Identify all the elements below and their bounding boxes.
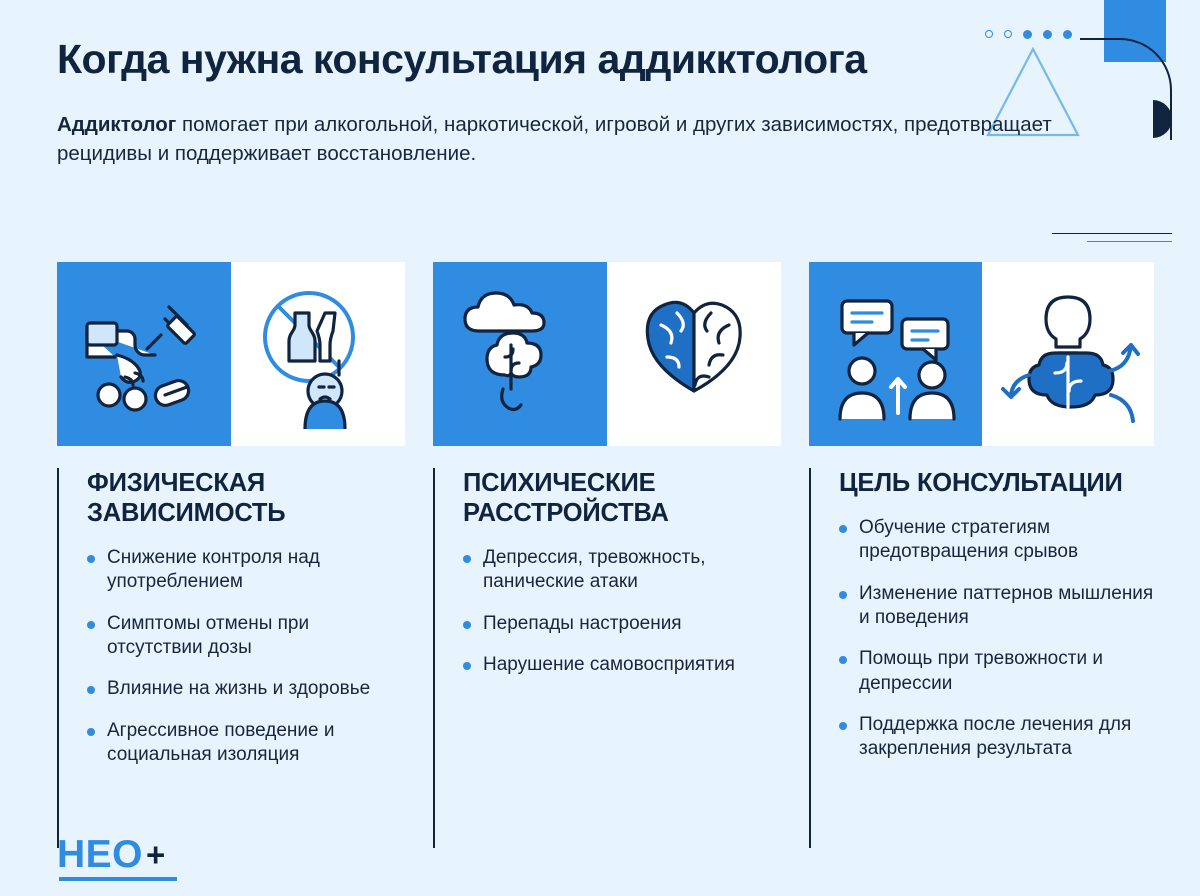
list-item: Поддержка после лечения для закрепления результата (839, 713, 1154, 762)
injection-arm-pills-icon (57, 262, 231, 446)
decor-dots (985, 30, 1072, 39)
subtitle-rest: помогает при алкогольной, наркотической, игровой и других зависимостях, предотвращает рецидивы и поддерживает восстановление. (57, 112, 1052, 166)
columns-container (57, 262, 1154, 848)
list-item: Агрессивное поведение и социальная изоляция (87, 719, 405, 768)
list-item: Нарушение самовосприятия (463, 653, 781, 677)
column-consultation-goal (809, 262, 1154, 848)
column-3-body (809, 468, 1154, 848)
column-1-images (57, 262, 405, 446)
column-mental-disorders (433, 262, 781, 848)
column-3-bullets (839, 516, 1154, 762)
list-item: Обучение стратегиям предотвращения срывов (839, 516, 1154, 565)
decor-line-blue (1087, 241, 1172, 242)
list-item: Депрессия, тревожность, панические атаки (463, 546, 781, 595)
logo-underline (59, 877, 177, 881)
decor-line-dark (1052, 233, 1172, 234)
list-item: Влияние на жизнь и здоровье (87, 677, 405, 701)
heart-brain-split-icon (607, 262, 781, 446)
list-item: Снижение контроля над употреблением (87, 546, 405, 595)
list-item: Помощь при тревожности и депрессии (839, 647, 1154, 696)
storm-cloud-brain-icon (433, 262, 607, 446)
people-dialog-icon (809, 262, 982, 446)
logo-plus: + (146, 836, 166, 873)
column-2-body (433, 468, 781, 848)
column-1-title: ФИЗИЧЕСКАЯ ЗАВИСИМОСТЬ (87, 469, 286, 528)
column-1-body (57, 468, 405, 848)
column-2-images (433, 262, 781, 446)
lightbulb-brain-arrows-icon (982, 262, 1155, 446)
subtitle-bold-term: Аддиктолог (57, 112, 177, 136)
logo (57, 835, 165, 874)
logo-text: НЕО (57, 833, 144, 876)
page-title: Когда нужна консультация аддикктолога (57, 36, 867, 82)
page-subtitle (57, 110, 1087, 168)
no-alcohol-sad-person-icon (231, 262, 405, 446)
column-2-bullets (463, 546, 781, 677)
column-physical-dependence (57, 262, 405, 848)
list-item: Симптомы отмены при отсутствии дозы (87, 612, 405, 661)
list-item: Перепады настроения (463, 612, 781, 636)
column-3-images (809, 262, 1154, 446)
list-item: Изменение паттернов мышления и поведения (839, 582, 1154, 631)
column-3-title: ЦЕЛЬ КОНСУЛЬТАЦИИ (839, 469, 1123, 497)
header (57, 36, 1052, 168)
column-1-bullets (87, 546, 405, 767)
column-2-title: ПСИХИЧЕСКИЕ РАССТРОЙСТВА (463, 469, 669, 528)
